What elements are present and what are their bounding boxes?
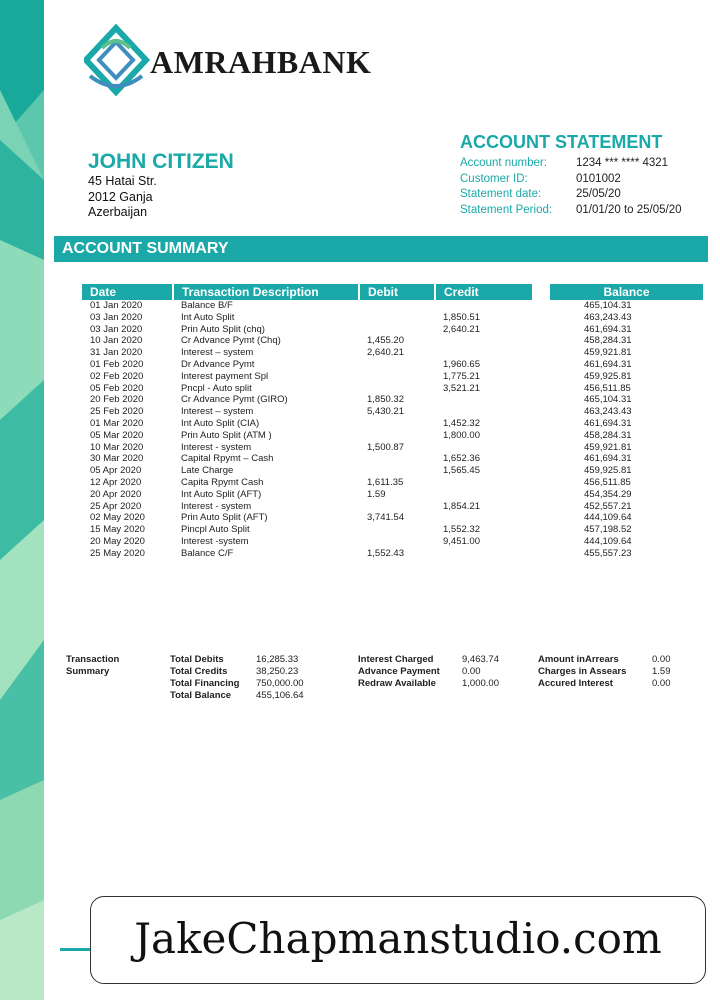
cell-description: Int Auto Split: [181, 311, 235, 323]
cell-description: Balance C/F: [181, 547, 234, 559]
cell-date: 05 Feb 2020: [90, 382, 144, 394]
table-row: [82, 465, 704, 477]
cell-credit: [435, 548, 533, 560]
cell-credit: [435, 477, 533, 489]
cell-gap: [533, 300, 550, 312]
statement-period: 01/01/20 to 25/05/20: [576, 203, 682, 216]
cell-balance: 463,243.43: [584, 311, 632, 323]
cell-debit: [359, 524, 435, 536]
cell-credit: [435, 335, 533, 347]
cell-gap: [533, 477, 550, 489]
cell-gap: [533, 453, 550, 465]
cell-credit: 3,521.21: [443, 382, 480, 394]
address-line: 2012 Ganja: [88, 189, 153, 204]
cell-gap: [533, 359, 550, 371]
cell-balance: 454,354.29: [584, 488, 632, 500]
cell-description: Capital Rpymt – Cash: [181, 453, 274, 465]
cell-gap: [533, 418, 550, 430]
cell-debit: [359, 501, 435, 513]
value-total-credits: 38,250.23: [256, 666, 299, 677]
cell-gap: [533, 335, 550, 347]
cell-credit: 2,640.21: [443, 323, 480, 335]
summary-arrears-labels: [538, 654, 626, 690]
cell-balance: 444,109.64: [584, 512, 632, 524]
cell-description: Prin Auto Split (ATM ): [181, 429, 272, 441]
cell-credit: 1,552.32: [443, 524, 480, 536]
cell-description: Int Auto Split (AFT): [181, 488, 262, 500]
label-interest-charged: Interest Charged: [358, 654, 434, 665]
cell-credit: 1,800.00: [443, 429, 480, 441]
statement-field: [460, 156, 682, 172]
table-row: [82, 300, 704, 312]
table-row: [82, 359, 704, 371]
field-label: Statement date:: [460, 188, 542, 200]
cell-balance: 456,511.85: [584, 382, 631, 394]
table-row: [82, 312, 704, 324]
account-summary-header: ACCOUNT SUMMARY: [54, 236, 708, 262]
cell-date: 15 May 2020: [90, 524, 145, 536]
header-description: Transaction Description: [173, 284, 359, 300]
table-row: [82, 536, 704, 548]
cell-date: 03 Jan 2020: [90, 311, 143, 323]
cell-credit: [435, 406, 533, 418]
cell-balance: 458,284.31: [584, 335, 632, 347]
customer-id: 0101002: [576, 172, 621, 185]
label-accured-interest: Accured Interest: [538, 678, 613, 689]
cell-date: 05 Apr 2020: [90, 465, 142, 477]
transactions-table: [82, 284, 705, 560]
cell-credit: 1,565.45: [443, 465, 480, 477]
cell-credit: 1,452.32: [443, 417, 480, 429]
customer-address: [88, 174, 157, 221]
cell-balance: 457,198.52: [584, 524, 632, 536]
cell-date: 25 Feb 2020: [90, 406, 144, 418]
cell-gap: [533, 324, 550, 336]
label-amount-arrears: Amount inArrears: [538, 654, 619, 665]
cell-gap: [533, 394, 550, 406]
cell-date: 20 Apr 2020: [90, 488, 142, 500]
address-line: Azerbaijan: [88, 205, 148, 219]
account-number: 1234 *** **** 4321: [576, 157, 669, 169]
cell-description: Interest – system: [181, 347, 254, 359]
cell-balance: 456,511.85: [584, 476, 631, 488]
bank-name: AMRAHBANK: [150, 44, 372, 80]
statement-field: [460, 172, 682, 188]
cell-debit: [359, 453, 435, 465]
value-charges-arrears: 1.59: [652, 666, 671, 677]
label-charges-arrears: Charges in Assears: [538, 666, 627, 677]
summary-label: Transaction Summary: [66, 654, 120, 677]
cell-debit: [359, 300, 435, 312]
table-row: [82, 489, 704, 501]
label-advance-payment: Advance Payment: [358, 666, 440, 677]
cell-description: Pncpl - Auto split: [181, 382, 252, 394]
value-advance-payment: 0.00: [462, 666, 481, 677]
cell-gap: [533, 524, 550, 536]
cell-description: Cr Advance Pymt (Chq): [181, 335, 281, 347]
cell-balance: 452,557.21: [584, 500, 632, 512]
cell-date: 20 May 2020: [90, 535, 145, 547]
table-row: [82, 371, 704, 383]
cell-credit: 1,854.21: [443, 500, 480, 512]
cell-balance: 459,921.81: [584, 441, 632, 453]
cell-date: 02 Feb 2020: [90, 370, 144, 382]
cell-balance: 461,694.31: [584, 323, 632, 335]
cell-debit: 1.59: [367, 488, 386, 500]
field-label: Statement Period:: [460, 203, 553, 216]
cell-debit: 2,640.21: [367, 347, 404, 359]
cell-gap: [533, 489, 550, 501]
cell-credit: 1,850.51: [443, 311, 480, 323]
cell-credit: [435, 394, 533, 406]
summary-totals-labels: [170, 654, 240, 702]
cell-credit: [435, 300, 533, 312]
cell-debit: [359, 536, 435, 548]
cell-credit: [435, 442, 533, 454]
cell-date: 01 Feb 2020: [90, 358, 144, 370]
cell-gap: [533, 406, 550, 418]
cell-date: 10 Jan 2020: [90, 335, 143, 347]
table-header-row: [82, 284, 704, 300]
table-row: [82, 418, 704, 430]
cell-date: 01 Mar 2020: [90, 417, 144, 429]
cell-gap: [533, 383, 550, 395]
cell-credit: 9,451.00: [443, 535, 480, 547]
cell-balance: 458,284.31: [584, 429, 632, 441]
cell-gap: [533, 312, 550, 324]
cell-description: Interest payment Spl: [181, 370, 269, 382]
watermark: JakeChapmanstudio.com: [90, 896, 706, 984]
header-debit: Debit: [359, 284, 435, 300]
cell-gap: [533, 548, 550, 560]
cell-gap: [533, 512, 550, 524]
header-credit: Credit: [435, 284, 533, 300]
table-row: [82, 347, 704, 359]
cell-debit: [359, 383, 435, 395]
cell-debit: 1,455.20: [367, 335, 404, 347]
table-row: [82, 442, 704, 454]
cell-debit: [359, 371, 435, 383]
table-row: [82, 477, 704, 489]
cell-balance: 455,557.23: [584, 547, 632, 559]
cell-date: 10 Mar 2020: [90, 441, 144, 453]
summary-interest-labels: [358, 654, 440, 690]
value-total-balance: 455,106.64: [256, 690, 304, 701]
label-total-financing: Total Financing: [170, 678, 240, 689]
cell-balance: 465,104.31: [584, 300, 632, 311]
cell-description: Int Auto Split (CIA): [181, 417, 260, 429]
cell-gap: [533, 501, 550, 513]
cell-description: Interest – system: [181, 406, 254, 418]
side-decoration: [0, 0, 44, 1000]
cell-credit: 1,652.36: [443, 453, 480, 465]
table-row: [82, 406, 704, 418]
cell-description: Balance B/F: [181, 300, 233, 311]
cell-gap: [533, 430, 550, 442]
cell-date: 01 Jan 2020: [90, 300, 143, 311]
cell-balance: 459,921.81: [584, 347, 632, 359]
cell-debit: [359, 359, 435, 371]
table-row: [82, 512, 704, 524]
cell-debit: 1,850.32: [367, 394, 404, 406]
cell-balance: 461,694.31: [584, 358, 632, 370]
table-row: [82, 501, 704, 513]
customer-name: JOHN CITIZEN: [88, 150, 234, 173]
statement-date: 25/05/20: [576, 188, 621, 200]
cell-balance: 461,694.31: [584, 417, 632, 429]
cell-description: Prin Auto Split (chq): [181, 323, 265, 335]
header-gap: [533, 284, 550, 300]
transactions-body: [82, 300, 704, 560]
field-label: Customer ID:: [460, 172, 528, 185]
table-row: [82, 453, 704, 465]
statement-field: [460, 187, 682, 203]
label-total-credits: Total Credits: [170, 666, 228, 677]
statement-title: ACCOUNT STATEMENT: [460, 132, 663, 152]
header-date: Date: [82, 284, 173, 300]
cell-debit: [359, 465, 435, 477]
cell-date: 25 May 2020: [90, 547, 145, 559]
value-accured-interest: 0.00: [652, 678, 671, 689]
cell-description: Interest -system: [181, 535, 249, 547]
cell-debit: 1,500.87: [367, 441, 404, 453]
cell-debit: [359, 430, 435, 442]
table-row: [82, 335, 704, 347]
table-row: [82, 394, 704, 406]
cell-debit: [359, 312, 435, 324]
cell-gap: [533, 442, 550, 454]
cell-debit: 3,741.54: [367, 512, 404, 524]
cell-date: 12 Apr 2020: [90, 476, 142, 488]
cell-date: 20 Feb 2020: [90, 394, 144, 406]
summary-totals-values: [256, 654, 304, 702]
cell-description: Dr Advance Pymt: [181, 358, 255, 370]
label-total-balance: Total Balance: [170, 690, 232, 701]
cell-date: 25 Apr 2020: [90, 500, 142, 512]
cell-debit: 5,430.21: [367, 406, 404, 418]
table-row: [82, 524, 704, 536]
cell-gap: [533, 371, 550, 383]
table-row: [82, 548, 704, 560]
cell-description: Pincpl Auto Split: [181, 524, 250, 536]
cell-balance: 459,925.81: [584, 370, 632, 382]
cell-credit: 1,960.65: [443, 358, 480, 370]
cell-balance: 461,694.31: [584, 453, 632, 465]
cell-balance: 459,925.81: [584, 465, 632, 477]
table-row: [82, 383, 704, 395]
header-balance: Balance: [550, 284, 704, 300]
cell-debit: 1,552.43: [367, 547, 404, 559]
label-redraw-available: Redraw Available: [358, 678, 436, 689]
field-label: Account number:: [460, 157, 547, 169]
cell-description: Late Charge: [181, 465, 234, 477]
cell-description: Interest - system: [181, 500, 252, 512]
cell-credit: [435, 489, 533, 501]
cell-balance: 444,109.64: [584, 535, 632, 547]
cell-balance: 465,104.31: [584, 394, 632, 406]
cell-description: Interest - system: [181, 441, 252, 453]
cell-balance: 463,243.43: [584, 406, 632, 418]
cell-credit: 1,775.21: [443, 370, 480, 382]
address-line: 45 Hatai Str.: [88, 174, 157, 188]
cell-debit: [359, 324, 435, 336]
value-total-financing: 750,000.00: [256, 678, 304, 689]
table-row: [82, 430, 704, 442]
summary-arrears-values: [652, 654, 671, 690]
cell-description: Cr Advance Pymt (GIRO): [181, 394, 288, 406]
cell-credit: [435, 347, 533, 359]
cell-gap: [533, 536, 550, 548]
cell-gap: [533, 465, 550, 477]
cell-date: 05 Mar 2020: [90, 429, 144, 441]
summary-interest-values: [462, 654, 499, 690]
cell-date: 02 May 2020: [90, 512, 145, 524]
value-interest-charged: 9,463.74: [462, 654, 499, 665]
table-row: [82, 324, 704, 336]
cell-debit: [359, 418, 435, 430]
value-total-debits: 16,285.33: [256, 654, 299, 665]
value-redraw-available: 1,000.00: [462, 678, 499, 689]
cell-description: Capita Rpymt Cash: [181, 476, 264, 488]
cell-date: 31 Jan 2020: [90, 347, 143, 359]
cell-description: Prin Auto Split (AFT): [181, 512, 268, 524]
label-total-debits: Total Debits: [170, 654, 224, 665]
cell-debit: 1,611.35: [367, 476, 404, 488]
statement-info: [460, 156, 682, 218]
cell-date: 03 Jan 2020: [90, 323, 143, 335]
statement-field: [460, 203, 682, 219]
cell-gap: [533, 347, 550, 359]
cell-date: 30 Mar 2020: [90, 453, 144, 465]
value-amount-arrears: 0.00: [652, 654, 671, 665]
cell-credit: [435, 512, 533, 524]
